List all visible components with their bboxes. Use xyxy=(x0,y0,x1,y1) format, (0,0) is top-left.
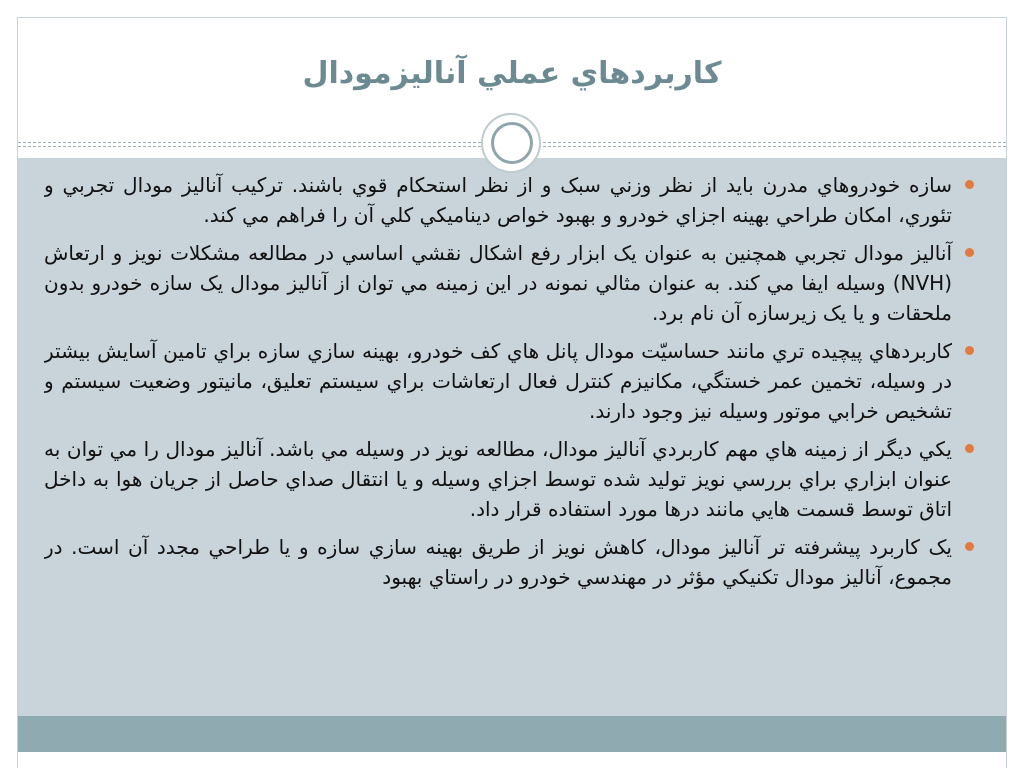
bullet-item xyxy=(44,532,980,592)
bullet-dot-icon xyxy=(965,542,974,551)
bullet-text: يک کاربرد پيشرفته تر آناليز مودال، کاهش نويز از طريق بهينه سازي سازه و يا طراحي مجدد آن است. در مجموع، آناليز مودال تکنيکي مؤثر در مهندسي خودرو در راستاي بهبود xyxy=(44,535,952,589)
bullet-dot-icon xyxy=(965,248,974,257)
bullet-text: يکي ديگر از زمينه هاي مهم کاربردي آناليز مودال، مطالعه نويز در وسيله مي باشد. آناليز مودال را مي توان به عنوان ابزاري براي بررسي نويز توليد شده توسط اجزاي وسيله و يا انتقال صداي حاصل از جريان هوا به داخل اتاق توسط قسمت هايي مانند درها مورد استفاده قرار داد. xyxy=(44,437,952,521)
bullet-text: کاربردهاي پيچيده تري مانند حساسيّت مودال پانل هاي کف خودرو، بهينه سازي سازه براي تامين آسايش بيشتر در وسيله، تخمين عمر خستگي، مکانيزم کنترل فعال ارتعاشات براي سيستم تعليق، مانيتور وضعيت سيستم و تشخيص خرابي موتور وسيله نيز وجود دارند. xyxy=(44,339,952,423)
bullet-text: آناليز مودال تجربي همچنين به عنوان يک ابزار رفع اشکال نقشي اساسي در مطالعه مشکلات نويز و ارتعاش (NVH) وسيله ايفا مي کند. به عنوان مثالي نمونه در اين زمينه مي توان از آناليز مودال يک سازه خودرو بدون ملحقات و يا يک زيرسازه آن نام برد. xyxy=(44,241,952,325)
bullet-item xyxy=(44,170,980,230)
bullet-list xyxy=(44,170,980,768)
bullet-dot-icon xyxy=(965,180,974,189)
bullet-item xyxy=(44,238,980,328)
divider-circle-ring xyxy=(491,122,533,164)
bullet-dot-icon xyxy=(965,346,974,355)
bullet-text: سازه خودروهاي مدرن بايد از نظر وزني سبک و از نظر استحکام قوي باشند. ترکيب آناليز مودال تجربي و تئوري، امکان طراحي بهينه اجزاي خودرو و بهبود خواص ديناميکي کلي آن را فراهم مي کند. xyxy=(44,173,952,227)
bullet-item xyxy=(44,336,980,426)
slide-title: كاربردهاي عملي آناليزمودال xyxy=(302,56,722,91)
bullet-dot-icon xyxy=(965,444,974,453)
bullet-item xyxy=(44,434,980,524)
